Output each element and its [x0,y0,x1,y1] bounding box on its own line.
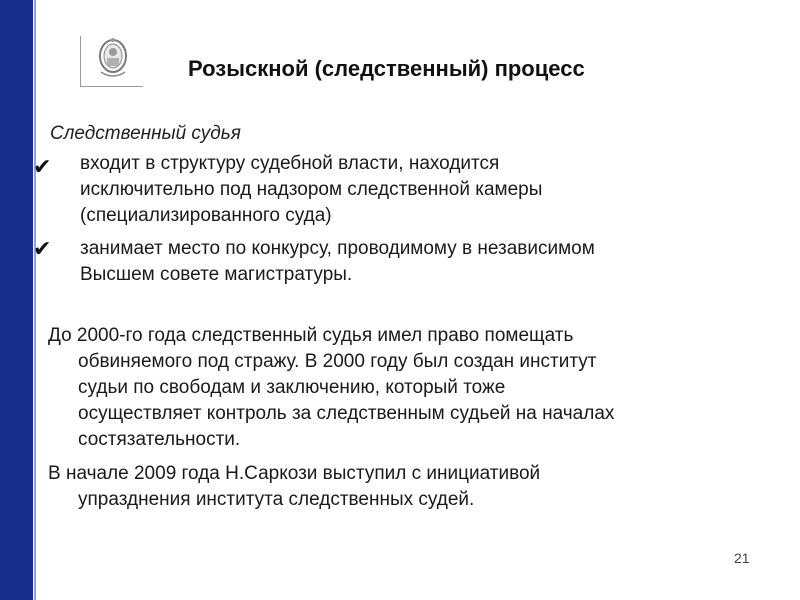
left-edge-bar [0,0,33,600]
emblem-icon [95,36,131,82]
paragraph-line: состязательности. [78,429,241,450]
paragraph-line: В начале 2009 года Н.Саркози выступил с инициативой [48,463,541,484]
checkmark-icon: ✔ [33,154,52,179]
page-number: 21 [734,550,750,566]
left-edge-divider [34,0,36,600]
paragraph-line: обвиняемого под стражу. В 2000 году был создан институт [78,351,597,372]
paragraph-line: упразднения института следственных судей. [78,489,475,510]
paragraph [48,461,788,513]
emblem-logo [80,36,143,87]
slide-title: Розыскной (следственный) процесс [188,56,585,81]
bullet-line: (специализированного суда) [80,205,332,226]
paragraph [48,323,788,453]
bullet-item [80,236,780,288]
bullet-line: входит в структуру судебной власти, находится [80,153,500,174]
paragraph-line: судьи по свободам и заключению, который тоже [78,377,506,398]
checkmark-icon: ✔ [33,236,52,261]
paragraph-line: осуществляет контроль за следственным судьей на началах [78,403,615,424]
bullet-line: Высшем совете магистратуры. [80,264,353,285]
bullet-item [80,151,780,229]
bullet-line: исключительно под надзором следственной камеры [80,179,543,200]
slide-subtitle: Следственный судья [50,123,241,144]
bullet-line: занимает место по конкурсу, проводимому в независимом [80,238,595,259]
paragraph-line: До 2000-го года следственный судья имел право помещать [48,325,574,346]
